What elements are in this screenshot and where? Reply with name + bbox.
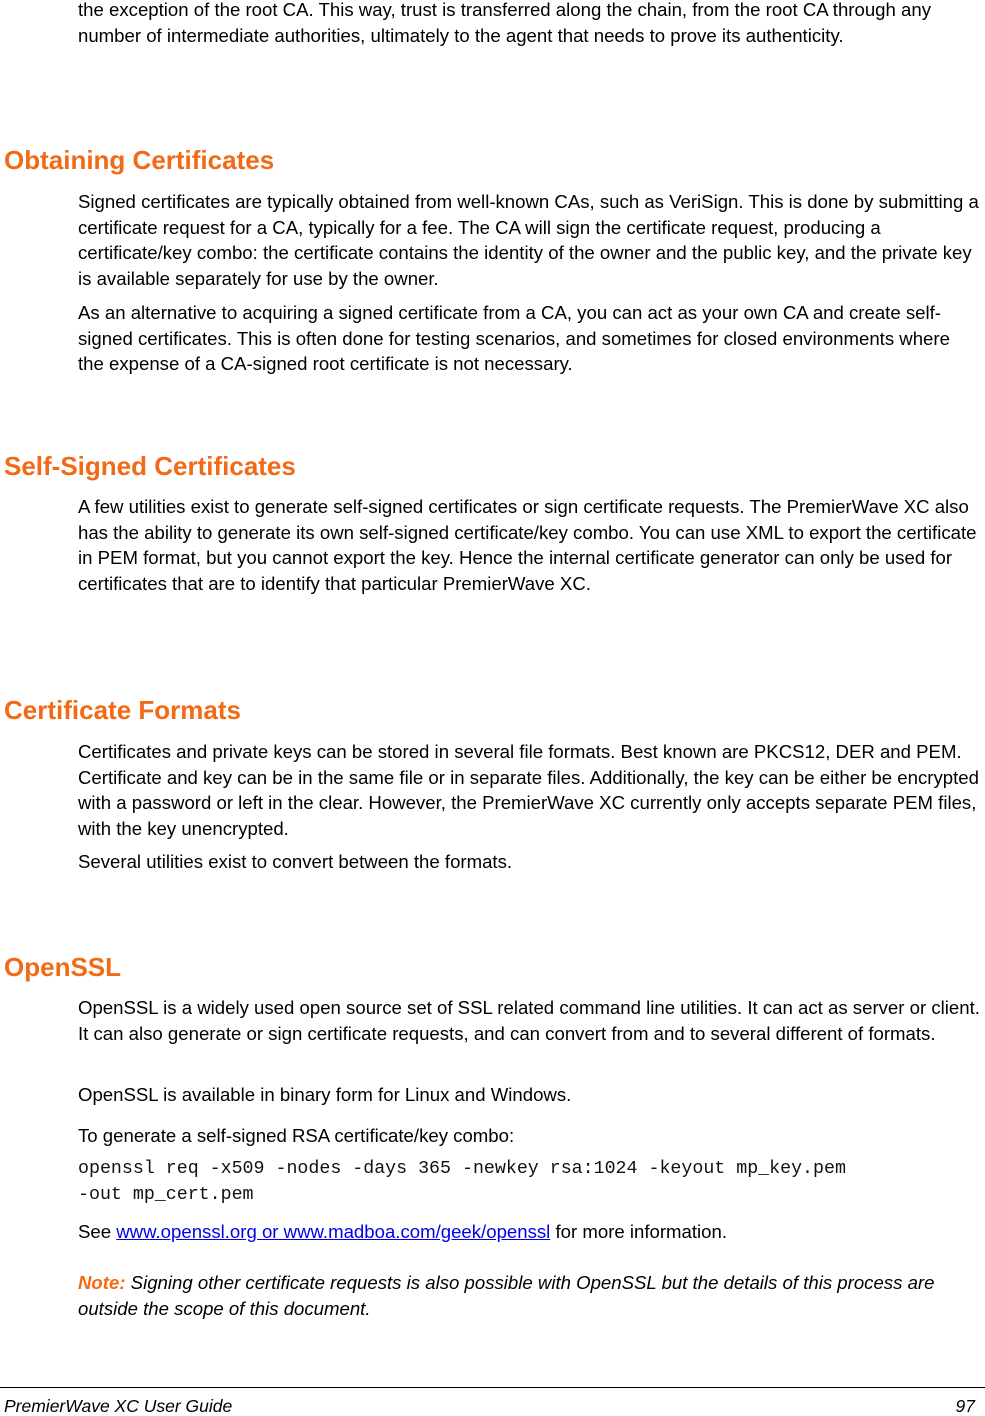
- openssl-command-line-1: openssl req -x509 -nodes -days 365 -newkey rsa:1024 -keyout mp_key.pem: [78, 1159, 846, 1179]
- note-callout: [78, 1270, 938, 1321]
- see-prefix: See: [78, 1221, 117, 1242]
- openssl-see-paragraph: [78, 1219, 980, 1245]
- formats-paragraph-1: Certificates and private keys can be stored in several file formats. Best known are PKCS12, DER and PEM. Certificate and key can be in the same file or in separate files. Additionally, the key can be either be encrypted with a password or left in the clear. However, the PremierWave XC currently only accepts separate PEM files, with the key unencrypted.: [78, 741, 979, 839]
- note-text: Signing other certificate requests is also possible with OpenSSL but the details of this process are outside the scope of this document.: [78, 1272, 935, 1319]
- footer-divider: [0, 1387, 985, 1388]
- intro-paragraph: the exception of the root CA. This way, trust is transferred along the chain, from the root CA through any number of intermediate authorities, ultimately to the agent that needs to prove its authenticity.: [78, 0, 932, 46]
- heading-self-signed-certificates: Self-Signed Certificates: [4, 451, 296, 481]
- openssl-info-link[interactable]: www.openssl.org or www.madboa.com/geek/openssl: [116, 1221, 551, 1242]
- formats-paragraph-2: Several utilities exist to convert between the formats.: [78, 851, 513, 872]
- note-label: Note:: [78, 1272, 126, 1293]
- openssl-paragraph-3: To generate a self-signed RSA certificate/key combo:: [78, 1125, 515, 1146]
- heading-obtaining-certificates: Obtaining Certificates: [4, 145, 275, 175]
- heading-openssl: OpenSSL: [4, 952, 122, 982]
- footer-document-title: PremierWave XC User Guide: [4, 1396, 233, 1416]
- self-signed-paragraph: A few utilities exist to generate self-signed certificates or sign certificate requests. The PremierWave XC also has the ability to generate its own self-signed certificate/key combo. You can use XML to export the certificate in PEM format, but you cannot export the key. Hence the internal certificate generator can only be used for certificates that are to identify that particular PremierWave XC.: [78, 496, 977, 594]
- see-suffix: for more information.: [550, 1221, 728, 1242]
- openssl-command-line-2: -out mp_cert.pem: [78, 1185, 254, 1205]
- openssl-paragraph-1: OpenSSL is a widely used open source set of SSL related command line utilities. It can act as server or client. It can also generate or sign certificate requests, and can convert from and to several different of formats.: [78, 997, 980, 1044]
- heading-certificate-formats: Certificate Formats: [4, 695, 241, 725]
- openssl-paragraph-2: OpenSSL is available in binary form for Linux and Windows.: [78, 1084, 572, 1105]
- obtaining-paragraph-1: Signed certificates are typically obtained from well-known CAs, such as VeriSign. This is done by submitting a certificate request for a CA, typically for a fee. The CA will sign the certificate request, producing a certificate/key combo: the certificate contains the identity of the owner and the public key, and the private key is available separately for use by the owner.: [78, 191, 979, 289]
- footer-page-number: 97: [955, 1396, 975, 1416]
- obtaining-paragraph-2: As an alternative to acquiring a signed certificate from a CA, you can act as your own CA and create self-signed certificates. This is often done for testing scenarios, and sometimes for closed environments where the expense of a CA-signed root certificate is not necessary.: [78, 302, 950, 374]
